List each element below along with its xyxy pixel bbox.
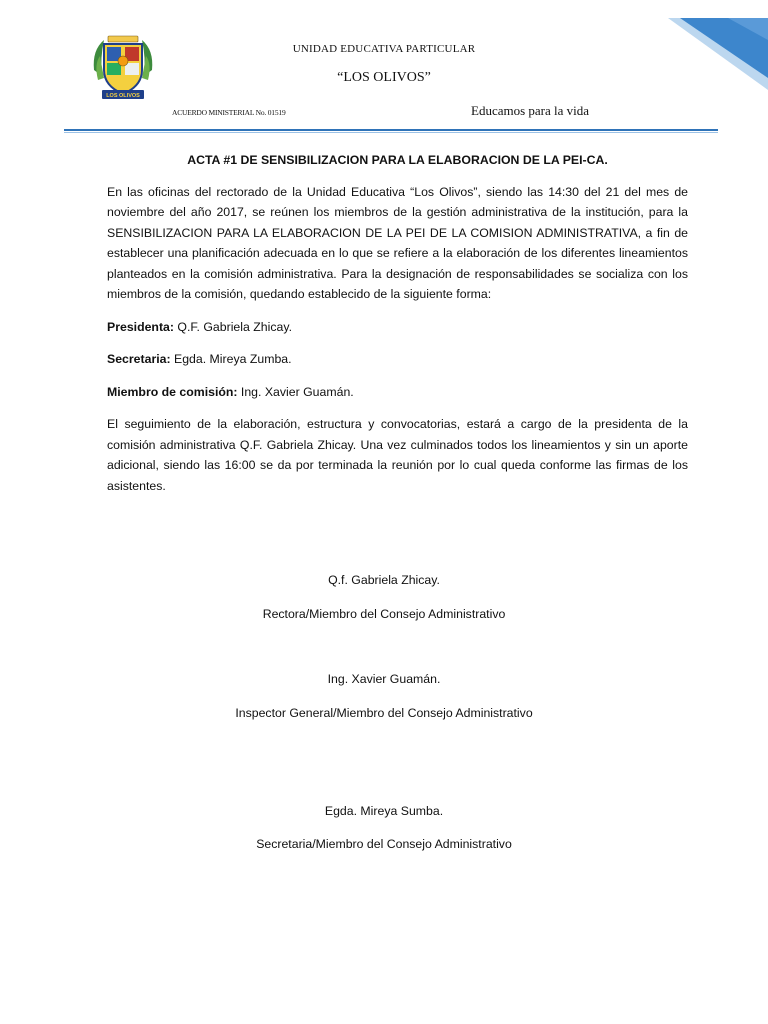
signature-title: Inspector General/Miembro del Consejo Administrativo — [235, 706, 533, 720]
signature-title: Secretaria/Miembro del Consejo Administrativo — [256, 837, 512, 851]
school-motto: Educamos para la vida — [471, 103, 590, 118]
member-secretary — [107, 349, 688, 370]
member-commission — [107, 382, 688, 403]
member-name: Ing. Xavier Guamán. — [237, 384, 354, 399]
closing-paragraph: El seguimiento de la elaboración, estructura y convocatorias, estará a cargo de la presidenta de la comisión administrativa Q.F. Gabriela Zhicay. Una vez culminados todos los lineamientos y sin un aporte adicional, siendo las 16:00 se da por terminada la reunión por lo cual queda conforme las firmas de los asistentes. — [107, 417, 688, 493]
logo-banner-text: LOS OLIVOS — [106, 93, 140, 99]
signature-name: Q.f. Gabriela Zhicay. — [328, 573, 440, 587]
document-title: ACTA #1 DE SENSIBILIZACION PARA LA ELABORACION DE LA PEI-CA. — [187, 153, 608, 167]
signature-name: Egda. Mireya Sumba. — [324, 804, 444, 818]
signature-title: Rectora/Miembro del Consejo Administrativo — [262, 607, 506, 621]
document-body — [107, 150, 688, 508]
member-role: Secretaria: — [107, 352, 171, 366]
member-name: Q.F. Gabriela Zhicay. — [173, 319, 292, 334]
school-name: “LOS OLIVOS” — [337, 70, 431, 85]
member-president — [107, 317, 688, 338]
school-type: UNIDAD EDUCATIVA PARTICULAR — [292, 43, 476, 55]
member-name: Egda. Mireya Zumba. — [170, 352, 292, 366]
ministerial-agreement: ACUERDO MINISTERIAL No. 01519 — [172, 108, 286, 117]
member-role: Presidenta: — [107, 319, 174, 334]
member-role: Miembro de comisión: — [107, 384, 238, 399]
school-logo — [90, 30, 156, 102]
intro-paragraph: En las oficinas del rectorado de la Unidad Educativa “Los Olivos”, siendo las 14:30 del 21 del mes de noviembre del año 2017, se reúnen los miembros de la gestión administrativa de la institución, para la SENSIBILIZACION PARA LA ELABORACION DE LA PEI DE LA COMISION ADMINISTRATIVA, a fin de establecer una planificación adecuada en lo que se refiere a la elaboración de los diferentes lineamientos planteados en la comisión administrativa. Para la designación de responsabilidades se socializa con los miembros de la comisión, quedando establecido de la siguiente forma: — [107, 184, 688, 301]
header-divider-shadow — [64, 132, 718, 133]
header-divider — [64, 129, 718, 131]
signature-name: Ing. Xavier Guamán. — [327, 672, 441, 686]
